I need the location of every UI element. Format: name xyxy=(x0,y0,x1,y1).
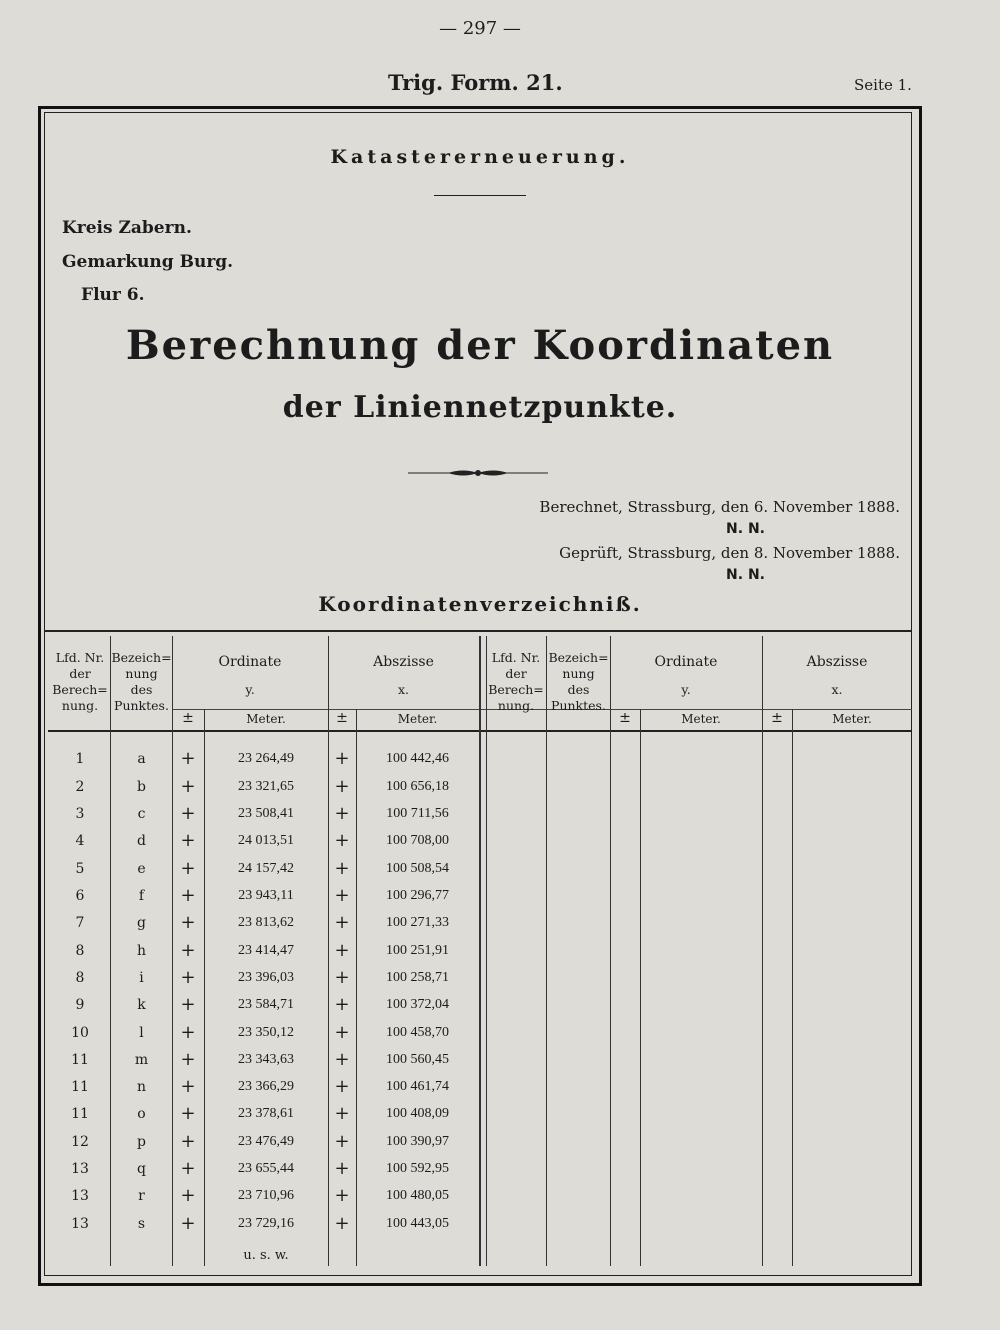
cell-nr: 9 xyxy=(75,997,85,1013)
cell-nr: 13 xyxy=(71,1188,89,1204)
cell-bezeichnung: h xyxy=(136,943,147,959)
cell-sign-x: + xyxy=(334,1049,350,1070)
cell-sign-y: + xyxy=(180,1076,196,1097)
header-lfd-nr: Lfd. Nr. der Berech= nung. xyxy=(488,650,544,713)
cell-ordinate: 23 414,47 xyxy=(238,943,294,958)
header-pm: ± xyxy=(771,710,783,726)
cell-nr: 11 xyxy=(71,1052,89,1068)
cell-abszisse: 100 251,91 xyxy=(386,943,449,958)
cell-sign-x: + xyxy=(334,1185,350,1206)
cell-bezeichnung: p xyxy=(137,1134,146,1150)
table-row xyxy=(0,1131,1000,1154)
cell-sign-x: + xyxy=(334,1022,350,1043)
header-lfd-nr: Lfd. Nr. der Berech= nung. xyxy=(52,650,108,713)
cell-nr: 3 xyxy=(75,806,85,822)
cell-bezeichnung: e xyxy=(137,861,146,877)
cell-sign-x: + xyxy=(334,830,350,851)
cell-ordinate: 23 655,44 xyxy=(238,1161,294,1176)
cell-bezeichnung: c xyxy=(137,806,146,822)
cell-ordinate: 24 157,42 xyxy=(238,861,294,876)
table-row xyxy=(0,1076,1000,1099)
cell-abszisse: 100 508,54 xyxy=(386,861,449,876)
cell-abszisse: 100 390,97 xyxy=(386,1134,449,1149)
cell-sign-y: + xyxy=(180,1131,196,1152)
kreis-label: Kreis Zabern. xyxy=(62,218,192,238)
calculated-note: Berechnet, Strassburg, den 6. November 1888. xyxy=(539,498,900,516)
table-row xyxy=(0,1213,1000,1236)
table-row xyxy=(0,1049,1000,1072)
cell-bezeichnung: g xyxy=(137,915,146,931)
cell-abszisse: 100 443,05 xyxy=(386,1216,449,1231)
table-row xyxy=(0,803,1000,826)
header-ordinate: Ordinate xyxy=(654,654,718,670)
cell-ordinate: 23 813,62 xyxy=(238,915,294,930)
cell-ordinate: 23 943,11 xyxy=(238,888,294,903)
cell-sign-x: + xyxy=(334,967,350,988)
header-ordinate-var: y. xyxy=(681,682,691,697)
main-title: Berechnung der Koordinaten xyxy=(125,322,835,369)
cell-ordinate: 24 013,51 xyxy=(238,833,294,848)
cell-abszisse: 100 708,00 xyxy=(386,833,449,848)
cell-abszisse: 100 408,09 xyxy=(386,1106,449,1121)
cell-sign-x: + xyxy=(334,748,350,769)
table-row xyxy=(0,885,1000,908)
cell-ordinate: 23 378,61 xyxy=(238,1106,294,1121)
cell-bezeichnung: f xyxy=(138,888,145,904)
table-row xyxy=(0,1022,1000,1045)
cell-sign-y: + xyxy=(180,1158,196,1179)
cell-ordinate: 23 396,03 xyxy=(238,970,294,985)
header-abszisse: Abszisse xyxy=(806,654,868,670)
checked-note: Geprüft, Strassburg, den 8. November 1888. xyxy=(559,544,900,562)
cell-bezeichnung: d xyxy=(137,833,146,849)
section-heading: Katastererneuerung. xyxy=(330,146,630,168)
cell-sign-y: + xyxy=(180,803,196,824)
calculated-by: N. N. xyxy=(726,521,765,537)
cell-bezeichnung: a xyxy=(137,751,146,767)
gemarkung-label: Gemarkung Burg. xyxy=(62,252,234,272)
cell-sign-y: + xyxy=(180,776,196,797)
cell-ordinate: 23 584,71 xyxy=(238,997,294,1012)
cell-abszisse: 100 560,45 xyxy=(386,1052,449,1067)
form-title: Trig. Form. 21. xyxy=(388,70,563,95)
cell-sign-x: + xyxy=(334,1213,350,1234)
checked-by: N. N. xyxy=(726,567,765,583)
cell-abszisse: 100 480,05 xyxy=(386,1188,449,1203)
header-pm: ± xyxy=(336,710,348,726)
cell-sign-x: + xyxy=(334,1103,350,1124)
header-abszisse: Abszisse xyxy=(373,654,434,670)
heading-divider xyxy=(434,195,526,196)
ornament-divider xyxy=(408,466,548,480)
cell-bezeichnung: s xyxy=(137,1216,146,1232)
cell-nr: 2 xyxy=(75,779,85,795)
page-number: — 297 — xyxy=(439,18,521,39)
cell-sign-y: + xyxy=(180,1022,196,1043)
header-bezeichnung: Bezeich= nung des Punktes. xyxy=(548,650,609,713)
cell-sign-y: + xyxy=(180,1213,196,1234)
table-row xyxy=(0,994,1000,1017)
cell-abszisse: 100 458,70 xyxy=(386,1025,449,1040)
cell-sign-y: + xyxy=(180,994,196,1015)
header-meter: Meter. xyxy=(246,712,286,726)
cell-sign-y: + xyxy=(180,1049,196,1070)
flur-label: Flur 6. xyxy=(81,285,145,305)
cell-sign-y: + xyxy=(180,1103,196,1124)
header-pm: ± xyxy=(182,710,194,726)
cell-bezeichnung: o xyxy=(137,1106,146,1122)
cell-sign-x: + xyxy=(334,858,350,879)
cell-sign-x: + xyxy=(334,1131,350,1152)
cell-nr: 13 xyxy=(71,1216,89,1232)
cell-bezeichnung: m xyxy=(134,1052,149,1068)
cell-bezeichnung: r xyxy=(138,1188,145,1204)
cell-ordinate: 23 350,12 xyxy=(238,1025,294,1040)
cell-nr: 11 xyxy=(71,1079,89,1095)
cell-nr: 5 xyxy=(75,861,85,877)
cell-bezeichnung: q xyxy=(137,1161,146,1177)
header-abszisse-var: x. xyxy=(831,682,843,697)
cell-nr: 7 xyxy=(75,915,85,931)
header-meter: Meter. xyxy=(832,712,872,726)
cell-sign-x: + xyxy=(334,1158,350,1179)
header-meter: Meter. xyxy=(681,712,721,726)
cell-abszisse: 100 656,18 xyxy=(386,779,449,794)
header-bezeichnung: Bezeich= nung des Punktes. xyxy=(111,650,172,713)
cell-abszisse: 100 592,95 xyxy=(386,1161,449,1176)
table-row xyxy=(0,912,1000,935)
cell-bezeichnung: k xyxy=(137,997,146,1013)
cell-abszisse: 100 271,33 xyxy=(386,915,449,930)
cell-sign-y: + xyxy=(180,912,196,933)
cell-ordinate: 23 343,63 xyxy=(238,1052,294,1067)
page-side-label: Seite 1. xyxy=(854,76,912,94)
cell-nr: 8 xyxy=(75,970,85,986)
cell-sign-x: + xyxy=(334,912,350,933)
cell-nr: 1 xyxy=(75,751,85,767)
cell-bezeichnung: b xyxy=(137,779,146,795)
cell-nr: 4 xyxy=(75,833,85,849)
cell-abszisse: 100 442,46 xyxy=(386,751,449,766)
cell-abszisse: 100 461,74 xyxy=(386,1079,449,1094)
header-ordinate: Ordinate xyxy=(218,654,282,670)
cell-ordinate: 23 508,41 xyxy=(238,806,294,821)
table-row xyxy=(0,967,1000,990)
cell-nr: 10 xyxy=(71,1025,89,1041)
table-row xyxy=(0,830,1000,853)
main-subtitle: der Liniennetzpunkte. xyxy=(282,390,678,425)
cell-abszisse: 100 711,56 xyxy=(386,806,449,821)
cell-ordinate: 23 729,16 xyxy=(238,1216,294,1231)
cell-abszisse: 100 296,77 xyxy=(386,888,449,903)
cell-sign-x: + xyxy=(334,994,350,1015)
cell-sign-y: + xyxy=(180,858,196,879)
cell-ordinate: 23 264,49 xyxy=(238,751,294,766)
table-heading: Koordinatenverzeichniß. xyxy=(318,592,642,616)
cell-sign-y: + xyxy=(180,748,196,769)
table-row xyxy=(0,748,1000,771)
header-meter: Meter. xyxy=(397,712,438,726)
cell-sign-x: + xyxy=(334,776,350,797)
cell-nr: 11 xyxy=(71,1106,89,1122)
cell-bezeichnung: i xyxy=(139,970,144,986)
cell-nr: 8 xyxy=(75,943,85,959)
cell-bezeichnung: l xyxy=(139,1025,144,1041)
cell-sign-y: + xyxy=(180,885,196,906)
cell-sign-x: + xyxy=(334,1076,350,1097)
table-row xyxy=(0,858,1000,881)
cell-sign-y: + xyxy=(180,1185,196,1206)
cell-sign-x: + xyxy=(334,803,350,824)
table-top-rule xyxy=(44,630,912,632)
cell-abszisse: 100 372,04 xyxy=(386,997,449,1012)
cell-ordinate: 23 710,96 xyxy=(238,1188,294,1203)
table-row xyxy=(0,1103,1000,1126)
table-row xyxy=(0,1158,1000,1181)
cell-nr: 6 xyxy=(75,888,85,904)
cell-nr: 13 xyxy=(71,1161,89,1177)
cell-abszisse: 100 258,71 xyxy=(386,970,449,985)
cell-sign-y: + xyxy=(180,940,196,961)
header-ordinate-var: y. xyxy=(245,682,255,697)
cell-sign-x: + xyxy=(334,940,350,961)
cell-sign-x: + xyxy=(334,885,350,906)
table-row xyxy=(0,776,1000,799)
cell-nr: 12 xyxy=(71,1134,89,1150)
cell-ordinate: 23 321,65 xyxy=(238,779,294,794)
cell-sign-y: + xyxy=(180,830,196,851)
cell-bezeichnung: n xyxy=(136,1079,147,1095)
cell-ordinate: 23 366,29 xyxy=(238,1079,294,1094)
table-row xyxy=(0,940,1000,963)
header-abszisse-var: x. xyxy=(397,682,410,697)
header-pm: ± xyxy=(619,710,631,726)
table-footer-usw: u. s. w. xyxy=(243,1248,289,1263)
cell-ordinate: 23 476,49 xyxy=(238,1134,294,1149)
table-row xyxy=(0,1185,1000,1208)
cell-sign-y: + xyxy=(180,967,196,988)
